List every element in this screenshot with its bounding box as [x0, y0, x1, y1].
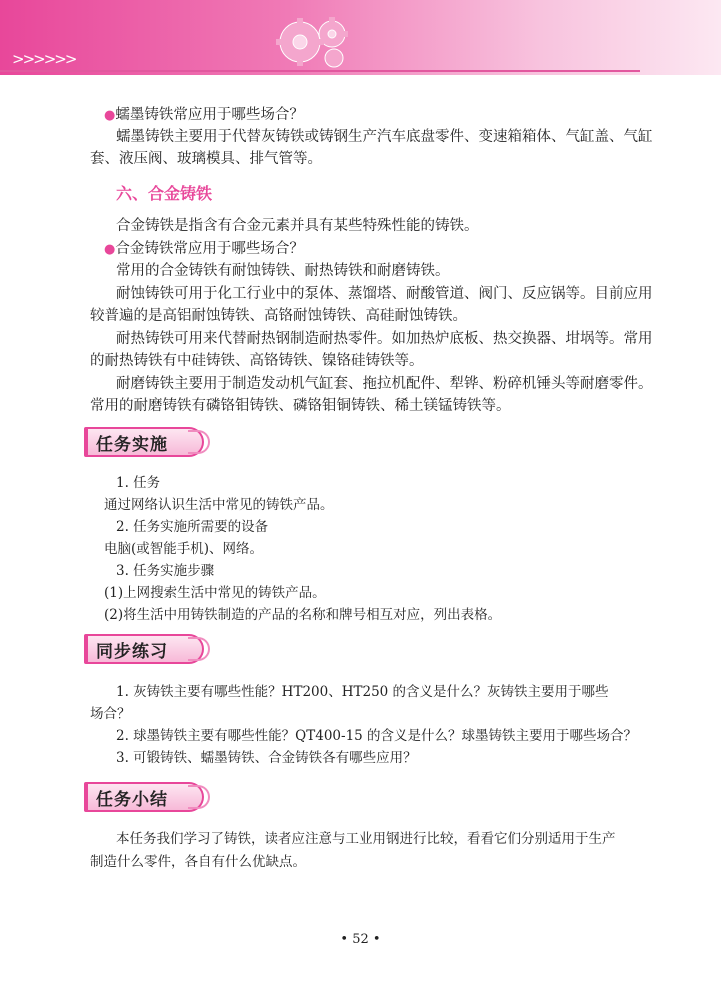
tab-label: 任务实施	[96, 435, 168, 455]
task-line-7: (2)将生活中用铸铁制造的产品的名称和牌号相互对应，列出表格。	[104, 607, 502, 623]
tab-task-implementation	[84, 427, 216, 457]
wear-line2: 常用的耐磨铸铁有磷铬钼铸铁、磷铬钼铜铸铁、稀土镁锰铸铁等。	[90, 398, 511, 414]
practice-q3: 3. 可锻铸铁、蠕墨铸铁、合金铸铁各有哪些应用？	[116, 750, 417, 766]
bullet-icon: ●	[104, 108, 116, 123]
summary-line1: 本任务我们学习了铸铁，读者应注意与工业用钢进行比较，看看它们分别适用于生产	[116, 831, 616, 847]
summary-line2: 制造什么零件，各自有什么优缺点。	[90, 854, 306, 870]
corrosion-line2: 较普遍的是高铝耐蚀铸铁、高铬耐蚀铸铁、高硅耐蚀铸铁。	[90, 308, 467, 324]
alloy-types: 常用的合金铸铁有耐蚀铸铁、耐热铸铁和耐磨铸铁。	[116, 263, 450, 279]
tab-practice	[84, 634, 216, 664]
alloy-definition: 合金铸铁是指含有合金元素并具有某些特殊性能的铸铁。	[116, 218, 479, 234]
question-text: 合金铸铁常应用于哪些场合？	[115, 241, 304, 257]
question-alloy	[104, 238, 649, 261]
heat-line2: 的耐热铸铁有中硅铸铁、高铬铸铁、镍铬硅铸铁等。	[90, 353, 424, 369]
tab-label: 同步练习	[96, 642, 168, 662]
gears-icon	[270, 12, 360, 72]
answer-vermicular-line1: 蠕墨铸铁主要用于代替灰铸铁或铸钢生产汽车底盘零件、变速箱箱体、气缸盖、气缸	[116, 129, 653, 145]
task-line-2: 通过网络认识生活中常见的铸铁产品。	[104, 497, 334, 513]
task-line-5: 3. 任务实施步骤	[116, 563, 215, 579]
question-text: 蠕墨铸铁常应用于哪些场合？	[115, 107, 304, 123]
heat-line1: 耐热铸铁可用来代替耐热钢制造耐热零件。如加热炉底板、热交换器、坩埚等。常用	[116, 331, 653, 347]
tab-shape-outline	[188, 785, 210, 809]
corrosion-line1: 耐蚀铸铁可用于化工行业中的泵体、蒸馏塔、耐酸管道、阀门、反应锅等。目前应用	[116, 286, 653, 302]
section-heading-alloy-cast-iron: 六、合金铸铁	[116, 184, 213, 203]
task-line-3: 2. 任务实施所需要的设备	[116, 519, 269, 535]
task-line-4: 电脑(或智能手机)、网络。	[104, 541, 264, 557]
practice-q1-line2: 场合？	[90, 706, 131, 722]
tab-shape-outline	[188, 430, 210, 454]
bullet-icon: ●	[104, 242, 116, 257]
page-header-banner	[0, 0, 721, 75]
question-vermicular	[104, 104, 649, 127]
tab-shape-outline	[188, 637, 210, 661]
practice-q2: 2. 球墨铸铁主要有哪些性能？QT400-15 的含义是什么？球墨铸铁主要用于哪些场合？	[116, 728, 638, 744]
chevrons-icon: >>>>>>	[12, 50, 76, 68]
practice-q1-line1: 1. 灰铸铁主要有哪些性能？HT200、HT250 的含义是什么？灰铸铁主要用于哪些	[116, 684, 609, 700]
answer-vermicular-line2: 套、液压阀、玻璃模具、排气管等。	[90, 151, 322, 167]
task-line-1: 1. 任务	[116, 475, 161, 491]
page-number: • 52 •	[340, 932, 381, 947]
tab-summary	[84, 782, 216, 812]
tab-label: 任务小结	[96, 790, 168, 810]
wear-line1: 耐磨铸铁主要用于制造发动机气缸套、拖拉机配件、犁铧、粉碎机锤头等耐磨零件。	[116, 376, 653, 392]
task-line-6: (1)上网搜索生活中常见的铸铁产品。	[104, 585, 326, 601]
